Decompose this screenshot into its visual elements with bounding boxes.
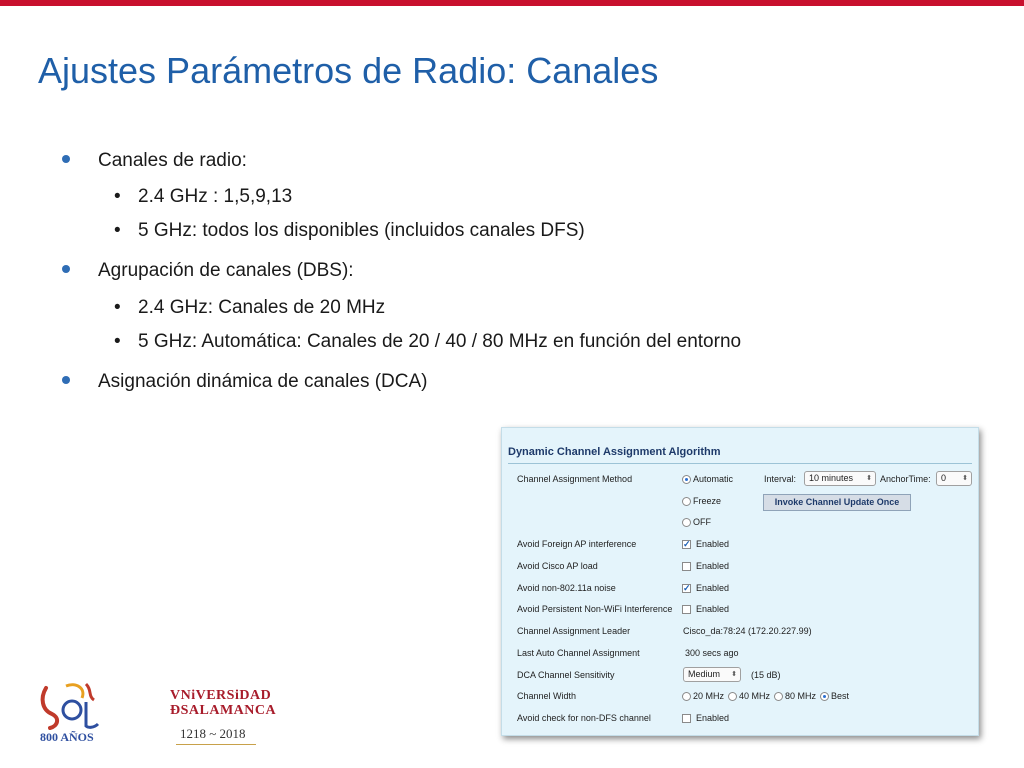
noise-checkbox[interactable]: ✓ Enabled (683, 583, 730, 594)
checkbox-icon (682, 562, 691, 571)
persistent-nonwifi-checkbox[interactable]: Enabled (682, 604, 729, 614)
dca-settings-panel (501, 427, 979, 736)
row-label: Avoid Cisco AP load (517, 561, 598, 571)
checkbox-icon (682, 605, 691, 614)
width-40mhz-radio[interactable]: 40 MHz (728, 691, 770, 701)
width-20mhz-radio[interactable]: 20 MHz (682, 691, 724, 701)
invoke-channel-update-button[interactable]: Invoke Channel Update Once (763, 494, 911, 511)
bullet-canales-de-radio: Canales de radio: (62, 150, 247, 172)
usal-years-text: 800 AÑOS (40, 730, 94, 744)
checkbox-checked-icon: ✓ (683, 539, 691, 550)
non-dfs-checkbox[interactable]: Enabled (682, 713, 729, 723)
row-label: Channel Assignment Method (517, 474, 633, 484)
sub-bullet: • 5 GHz: todos los disponibles (incluidos canales DFS) (114, 220, 585, 241)
panel-title: Dynamic Channel Assignment Algorithm (508, 446, 721, 458)
top-accent-bar (0, 0, 1024, 6)
bullet-asignacion-dinamica: Asignación dinámica de canales (DCA) (62, 371, 428, 393)
foreign-ap-checkbox[interactable]: ✓ Enabled (683, 539, 730, 550)
row-label: Avoid non-802.11a noise (517, 583, 616, 593)
bullet-dot-icon (62, 265, 70, 273)
width-80mhz-radio[interactable]: 80 MHz (774, 691, 816, 701)
radio-icon (774, 692, 783, 701)
method-off-radio[interactable]: OFF (682, 517, 711, 527)
row-label: Avoid Persistent Non-WiFi Interference (517, 604, 673, 614)
interval-label: Interval: (764, 474, 797, 484)
interval-select[interactable]: 10 minutes ⬍ (804, 471, 876, 486)
divider (508, 463, 972, 464)
anchortime-select[interactable]: 0 ⬍ (936, 471, 972, 486)
university-name-line2: ÐSALAMANCA (170, 703, 277, 718)
sensitivity-select[interactable]: Medium ⬍ (683, 667, 741, 682)
slide-title: Ajustes Parámetros de Radio: Canales (38, 50, 659, 91)
radio-selected-icon (820, 692, 829, 701)
width-best-radio[interactable]: Best (820, 691, 849, 701)
anchortime-label: AnchorTime: (880, 474, 931, 484)
sub-bullet: • 2.4 GHz : 1,5,9,13 (114, 186, 293, 207)
row-label: Avoid Foreign AP interference (517, 539, 637, 549)
last-assignment-value: 300 secs ago (685, 648, 739, 658)
bullet-dot-icon (62, 155, 70, 163)
radio-selected-icon (682, 475, 691, 484)
checkbox-icon (682, 714, 691, 723)
university-years: 1218 ~ 2018 (180, 726, 246, 741)
sensitivity-db: (15 dB) (751, 670, 781, 680)
row-label: Channel Width (517, 691, 577, 701)
bullet-agrupacion: Agrupación de canales (DBS): (62, 260, 354, 282)
sub-bullet: • 5 GHz: Automática: Canales de 20 / 40 / 80 MHz en función del entorno (114, 331, 742, 352)
bullet-dot-icon (62, 376, 70, 384)
checkbox-checked-icon: ✓ (683, 583, 691, 594)
usal-800-logo (36, 680, 110, 750)
sub-bullet: • 2.4 GHz: Canales de 20 MHz (114, 297, 386, 318)
row-label: Avoid check for non-DFS channel (517, 713, 651, 723)
row-label: Last Auto Channel Assignment (517, 648, 640, 658)
method-freeze-radio[interactable]: Freeze (682, 496, 721, 506)
select-arrow-icon: ⬍ (731, 671, 737, 678)
radio-icon (682, 692, 691, 701)
row-label: DCA Channel Sensitivity (517, 670, 615, 680)
select-arrow-icon: ⬍ (962, 475, 968, 482)
radio-icon (682, 497, 691, 506)
select-arrow-icon: ⬍ (866, 475, 872, 482)
leader-value: Cisco_da:78:24 (172.20.227.99) (683, 626, 812, 636)
row-label: Channel Assignment Leader (517, 626, 631, 636)
method-automatic-radio[interactable]: Automatic (682, 474, 733, 484)
cisco-ap-load-checkbox[interactable]: Enabled (682, 561, 729, 571)
universidad-salamanca-logo (170, 688, 277, 745)
divider (176, 744, 256, 745)
university-name-line1: VNiVERSiDAD (170, 688, 272, 703)
radio-icon (728, 692, 737, 701)
radio-icon (682, 518, 691, 527)
